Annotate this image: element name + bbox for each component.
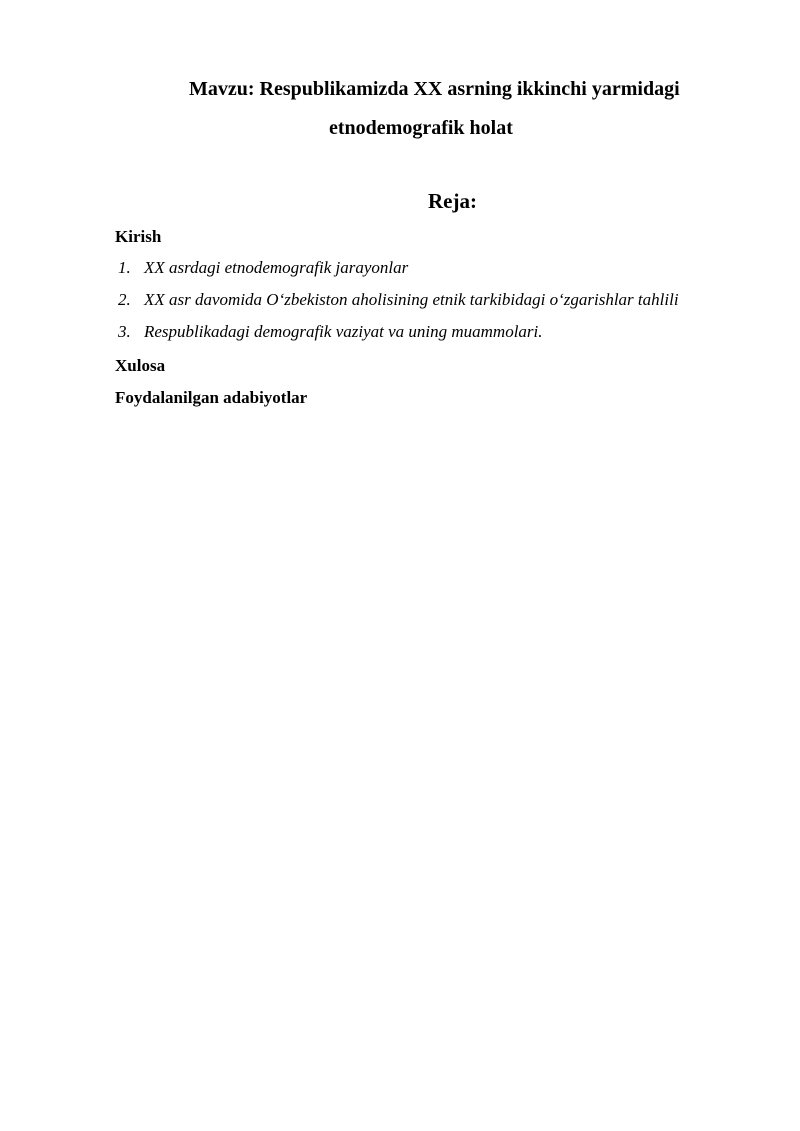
plan-item-number: 2. bbox=[118, 290, 131, 309]
plan-item-2 bbox=[118, 290, 679, 322]
conclusion-label: Xulosa bbox=[115, 356, 166, 375]
plan-list bbox=[118, 258, 679, 354]
plan-item-3 bbox=[118, 322, 679, 354]
references-label: Foydalanilgan adabiyotlar bbox=[115, 388, 308, 407]
plan-item-1 bbox=[118, 258, 679, 290]
plan-item-text: XX asrdagi etnodemografik jarayonlar bbox=[144, 258, 409, 277]
intro-label: Kirish bbox=[115, 227, 162, 246]
plan-heading: Reja: bbox=[428, 189, 477, 213]
plan-item-text: XX asr davomida O‘zbekiston aholisining etnik tarkibidagi o‘zgarishlar tahlili bbox=[144, 290, 679, 309]
plan-item-text: Respublikadagi demografik vaziyat va uning muammolari. bbox=[144, 322, 543, 341]
plan-item-number: 1. bbox=[118, 258, 131, 277]
document-title-line-1: Mavzu: Respublikamizda XX asrning ikkinchi yarmidagi bbox=[189, 78, 680, 100]
document-title-line-2: etnodemografik holat bbox=[329, 117, 513, 139]
plan-item-number: 3. bbox=[118, 322, 131, 341]
